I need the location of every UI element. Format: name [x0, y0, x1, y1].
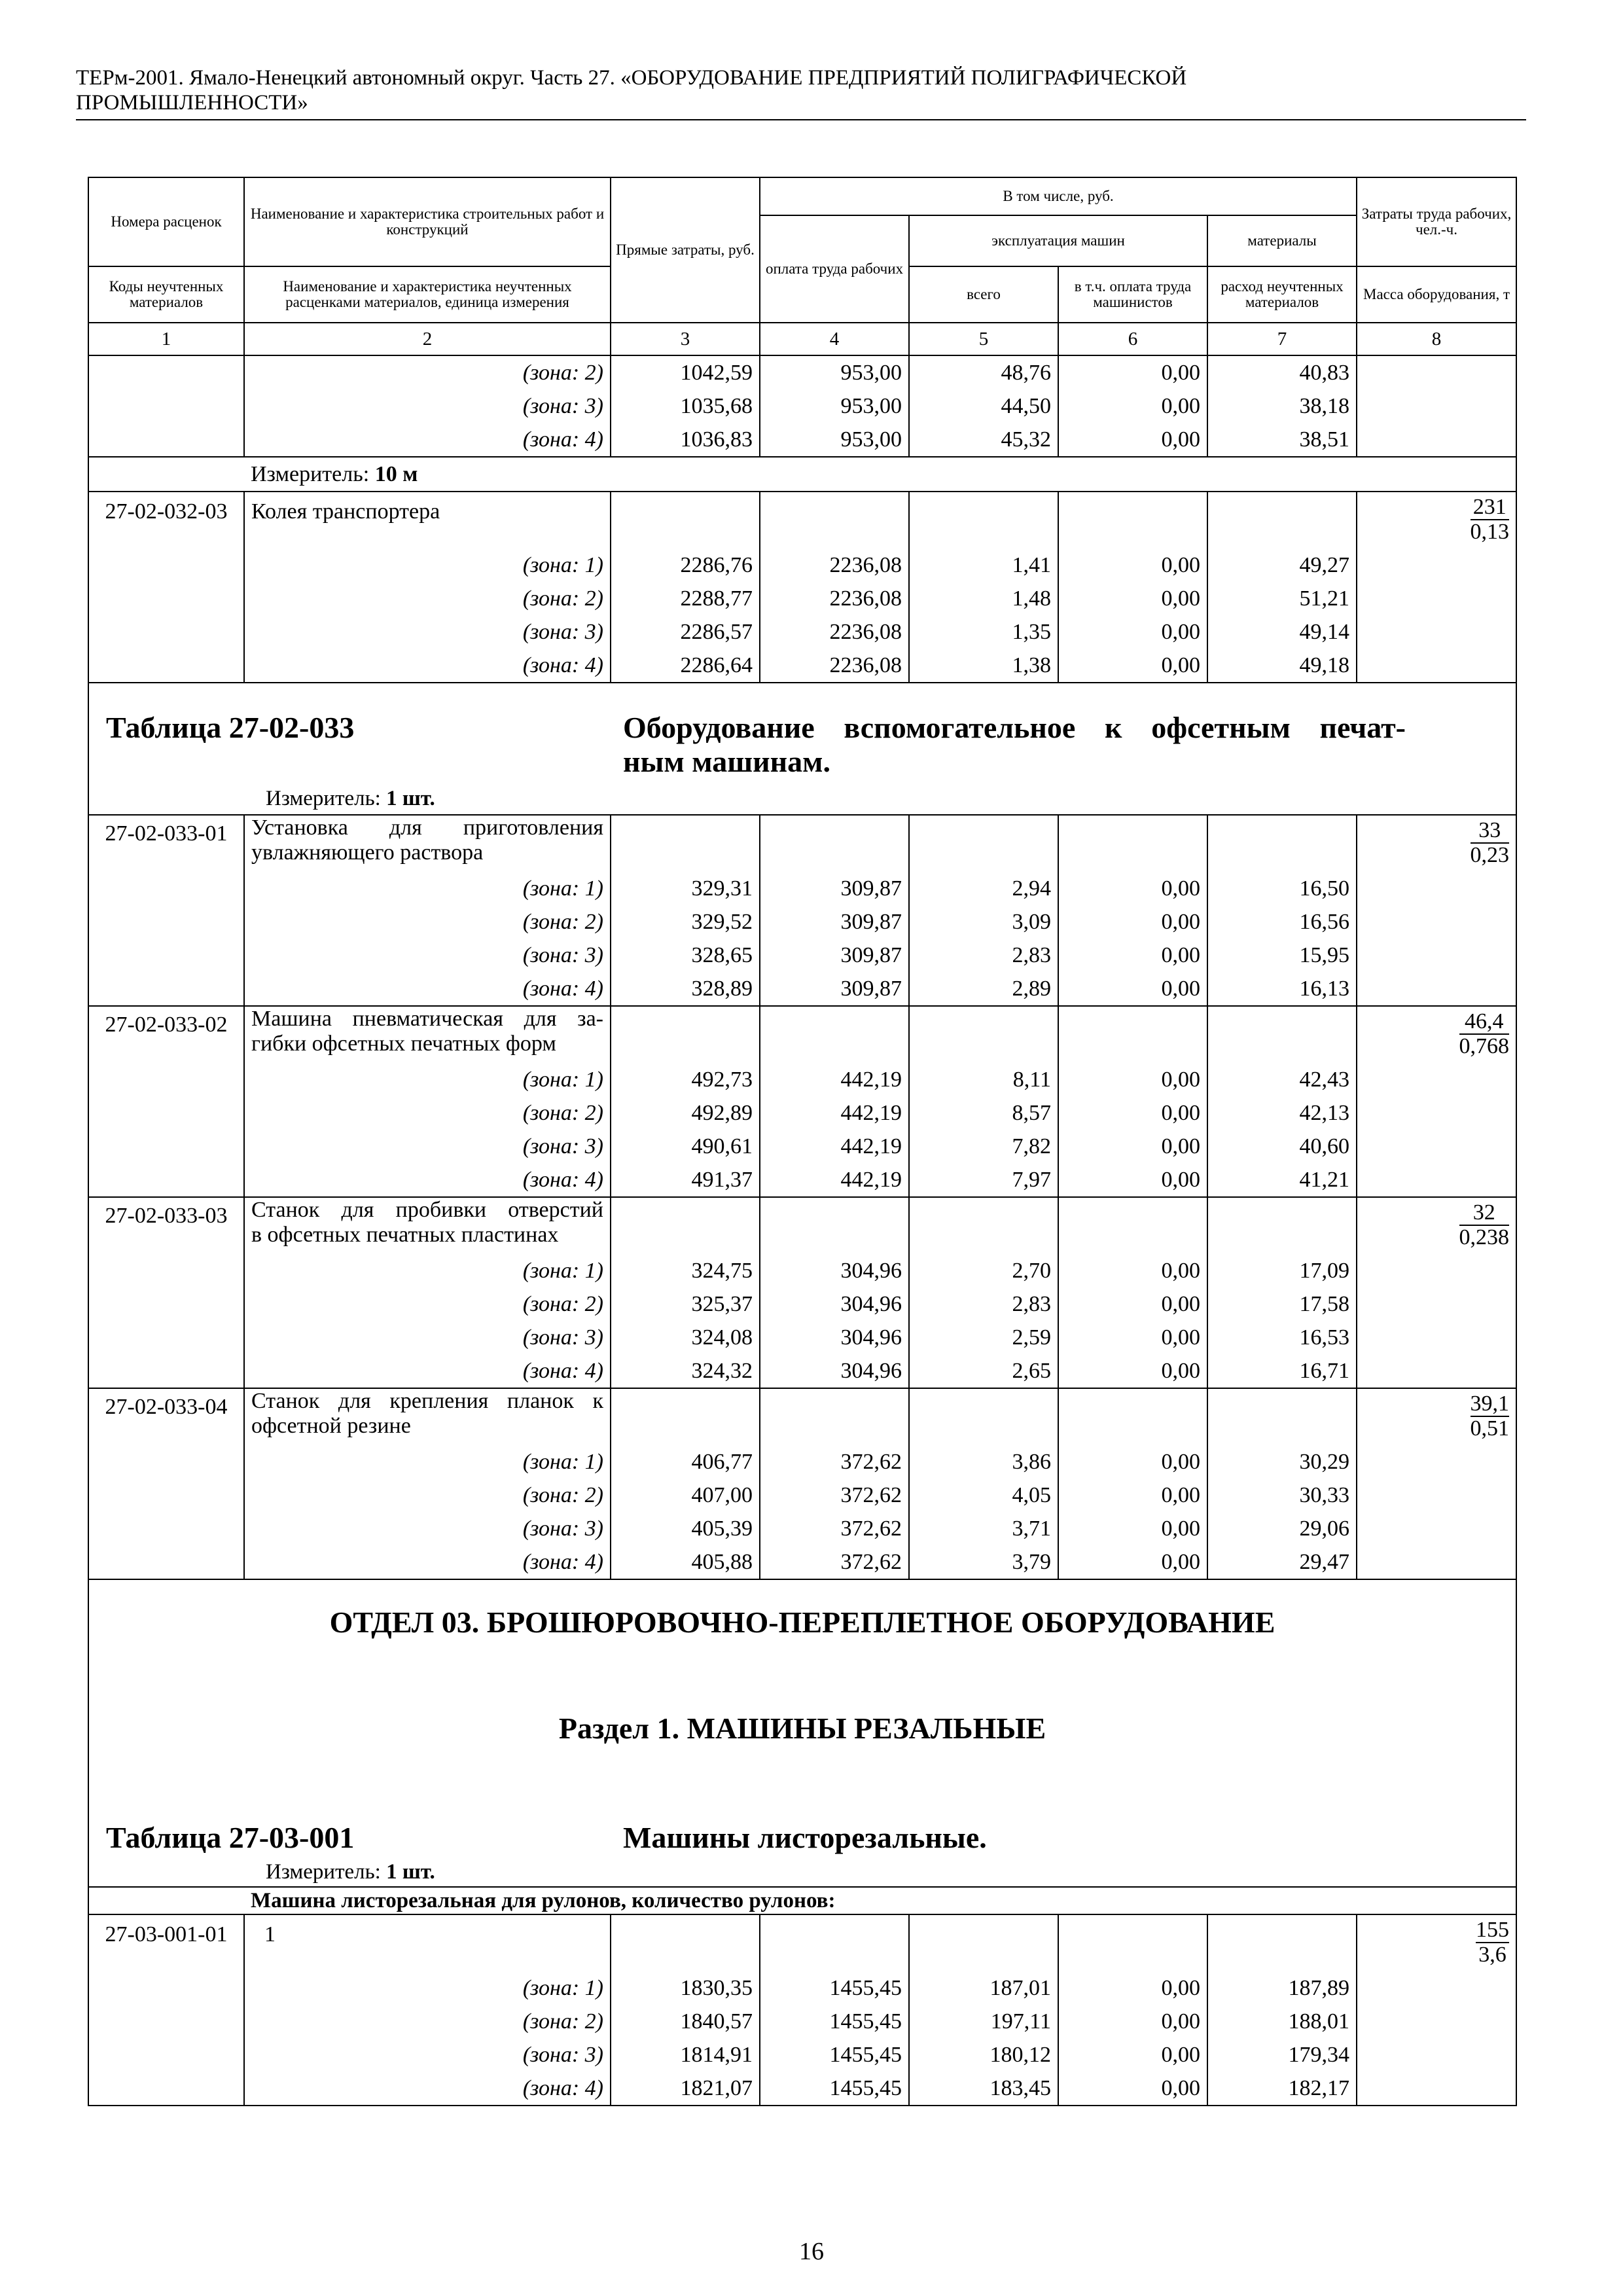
unit-label: Измеритель: [266, 787, 387, 810]
group-materials-header: материалы [1207, 215, 1357, 266]
zone-row: (зона: 3) 490,61 442,19 7,82 0,00 40,60 [88, 1130, 1516, 1163]
zone-row: (зона: 4) 2286,64 2236,08 1,38 0,00 49,18 [88, 649, 1516, 683]
item-name: Колея транспортера [244, 492, 611, 548]
mass-value: 0,238 [1459, 1225, 1510, 1249]
item-code: 27-02-033-04 [88, 1388, 244, 1445]
item-row [88, 1388, 1516, 1445]
mass-value: 0,23 [1470, 843, 1510, 867]
zone-row: (зона: 1) 329,31 309,87 2,94 0,00 16,50 [88, 872, 1516, 905]
col2-bottom-header: Наименование и характеристика неучтенных расценками материалов, единица измерения [244, 266, 611, 323]
item-row [88, 1197, 1516, 1254]
table-title-line2: ным машинам. [623, 745, 830, 778]
group-heading-row [88, 1887, 1516, 1914]
zone-row: (зона: 1) 1830,35 1455,45 187,01 0,00 187,89 [88, 1971, 1516, 2005]
section-heading: Раздел 1. МАШИНЫ РЕЗАЛЬНЫЕ [558, 1712, 1046, 1745]
zone-row: (зона: 2) 1840,57 1455,45 197,11 0,00 188,01 [88, 2005, 1516, 2038]
col7-header: расход неучтенных материалов [1207, 266, 1357, 323]
col1-top-header: Номера расценок [88, 177, 244, 266]
group-including-header: В том числе, руб. [760, 177, 1357, 215]
zone-row: (зона: 3) 2286,57 2236,08 1,35 0,00 49,14 [88, 615, 1516, 649]
item-name-line2: гибки офсетных печатных форм [251, 1031, 556, 1056]
table-title-line1: Оборудование вспомогательное к офсетным печат- [623, 711, 1406, 744]
zone-row: (зона: 2) 2288,77 2236,08 1,48 0,00 51,21 [88, 582, 1516, 615]
section-block [88, 1579, 1516, 1887]
item-row [88, 1914, 1516, 1971]
table-label: Таблица 27-03-001 [106, 1821, 355, 1854]
labor-value: 46,4 [1459, 1010, 1510, 1035]
zone-row: (зона: 1) 324,75 304,96 2,70 0,00 17,09 [88, 1254, 1516, 1287]
zone-row: (зона: 4) 491,37 442,19 7,97 0,00 41,21 [88, 1163, 1516, 1197]
page-number: 16 [799, 2238, 824, 2265]
header-line-2: ПРОМЫШЛЕННОСТИ» [76, 91, 308, 115]
labor-value: 39,1 [1470, 1391, 1510, 1416]
table-label: Таблица 27-02-033 [106, 711, 355, 744]
unit-value: 1 шт. [386, 1860, 435, 1884]
col-number: 7 [1207, 323, 1357, 355]
zone-row: (зона: 3) 405,39 372,62 3,71 0,00 29,06 [88, 1512, 1516, 1545]
item-row [88, 1006, 1516, 1063]
col1-bottom-header: Коды неучтенных материалов [88, 266, 244, 323]
zone-row: (зона: 3) 328,65 309,87 2,83 0,00 15,95 [88, 939, 1516, 972]
unit-value: 10 м [374, 462, 418, 486]
item-code: 27-03-001-01 [88, 1914, 244, 1971]
zone-row: (зона: 2) 329,52 309,87 3,09 0,00 16,56 [88, 905, 1516, 939]
col-number: 6 [1058, 323, 1207, 355]
unit-label: Измеритель: [251, 462, 375, 486]
item-name-line1: Станок для пробивки отверстий [251, 1198, 603, 1222]
zone-row: (зона: 1) 406,77 372,62 3,86 0,00 30,29 [88, 1445, 1516, 1479]
item-name-line1: Машина пневматическая для за- [251, 1007, 603, 1031]
zone-row: (зона: 1) 2286,76 2236,08 1,41 0,00 49,27 [88, 548, 1516, 582]
item-name-line2: увлажняющего раствора [251, 840, 484, 865]
col-number: 8 [1357, 323, 1516, 355]
zone-row: (зона: 3) 1814,91 1455,45 180,12 0,00 179,34 [88, 2038, 1516, 2072]
col3-header: Прямые затраты, руб. [611, 177, 760, 323]
zone-row: (зона: 2) 492,89 442,19 8,57 0,00 42,13 [88, 1096, 1516, 1130]
department-heading: ОТДЕЛ 03. БРОШЮРОВОЧНО-ПЕРЕПЛЕТНОЕ ОБОРУДОВАНИЕ [329, 1605, 1275, 1639]
group-machines-header: эксплуатация машин [909, 215, 1207, 266]
mass-value: 0,51 [1470, 1416, 1510, 1441]
unit-row [88, 457, 1516, 492]
zone-row: (зона: 2) 1042,59 953,00 48,76 0,00 40,83 [88, 355, 1516, 389]
col8-top-header: Затраты труда рабочих, чел.-ч. [1357, 177, 1516, 266]
estimate-table [88, 177, 1517, 2106]
table-title: Машины листорезальные. [623, 1821, 987, 1854]
col5-header: всего [909, 266, 1058, 323]
unit-value: 1 шт. [386, 787, 435, 810]
col-number: 3 [611, 323, 760, 355]
unit-label: Измеритель: [266, 1860, 387, 1884]
mass-value: 3,6 [1478, 1943, 1507, 1967]
zone-row: (зона: 4) 324,32 304,96 2,65 0,00 16,71 [88, 1354, 1516, 1388]
zone-row: (зона: 3) 324,08 304,96 2,59 0,00 16,53 [88, 1321, 1516, 1354]
mass-value: 0,768 [1459, 1034, 1510, 1058]
item-name-line1: Станок для крепления планок к [251, 1389, 603, 1413]
col-number: 5 [909, 323, 1058, 355]
labor-value: 33 [1471, 819, 1510, 844]
item-code: 27-02-033-03 [88, 1197, 244, 1254]
mass-value: 0,13 [1470, 520, 1510, 544]
zone-row: (зона: 4) 328,89 309,87 2,89 0,00 16,13 [88, 972, 1516, 1006]
zone-row: (зона: 4) 1036,83 953,00 45,32 0,00 38,51 [88, 423, 1516, 457]
col6-header: в т.ч. оплата труда машинистов [1058, 266, 1207, 323]
group-heading: Машина листорезальная для рулонов, количество рулонов: [244, 1887, 1516, 1914]
table-header [88, 177, 1516, 355]
col-number: 1 [88, 323, 244, 355]
labor-value: 32 [1459, 1201, 1510, 1226]
item-name: 1 [244, 1914, 611, 1971]
item-name-line2: офсетной резине [251, 1414, 411, 1438]
zone-row: (зона: 4) 1821,07 1455,45 183,45 0,00 182,17 [88, 2072, 1516, 2106]
col4-header: оплата труда рабочих [760, 215, 909, 323]
item-code: 27-02-032-03 [88, 492, 244, 548]
zone-row: (зона: 3) 1035,68 953,00 44,50 0,00 38,18 [88, 389, 1516, 423]
item-row [88, 492, 1516, 548]
item-name-line2: в офсетных печатных пластинах [251, 1223, 559, 1247]
zone-row: (зона: 2) 407,00 372,62 4,05 0,00 30,33 [88, 1479, 1516, 1512]
labor-value: 231 [1471, 495, 1510, 520]
col-number: 4 [760, 323, 909, 355]
col2-top-header: Наименование и характеристика строительных работ и конструкций [244, 177, 611, 266]
page-header [76, 65, 1526, 120]
zone-row: (зона: 1) 492,73 442,19 8,11 0,00 42,43 [88, 1063, 1516, 1096]
col8-bottom-header: Масса оборудования, т [1357, 266, 1516, 323]
table-title-block [88, 683, 1516, 815]
item-row [88, 815, 1516, 872]
col-number: 2 [244, 323, 611, 355]
zone-row: (зона: 4) 405,88 372,62 3,79 0,00 29,47 [88, 1545, 1516, 1579]
labor-value: 155 [1476, 1918, 1510, 1942]
item-code: 27-02-033-02 [88, 1006, 244, 1063]
item-code: 27-02-033-01 [88, 815, 244, 872]
item-name-line1: Установка для приготовления [251, 816, 603, 840]
zone-row: (зона: 2) 325,37 304,96 2,83 0,00 17,58 [88, 1287, 1516, 1321]
header-line-1: ТЕРм-2001. Ямало-Ненецкий автономный округ. Часть 27. «ОБОРУДОВАНИЕ ПРЕДПРИЯТИЙ ПОЛИГРАФИЧЕСКОЙ [76, 66, 1187, 90]
